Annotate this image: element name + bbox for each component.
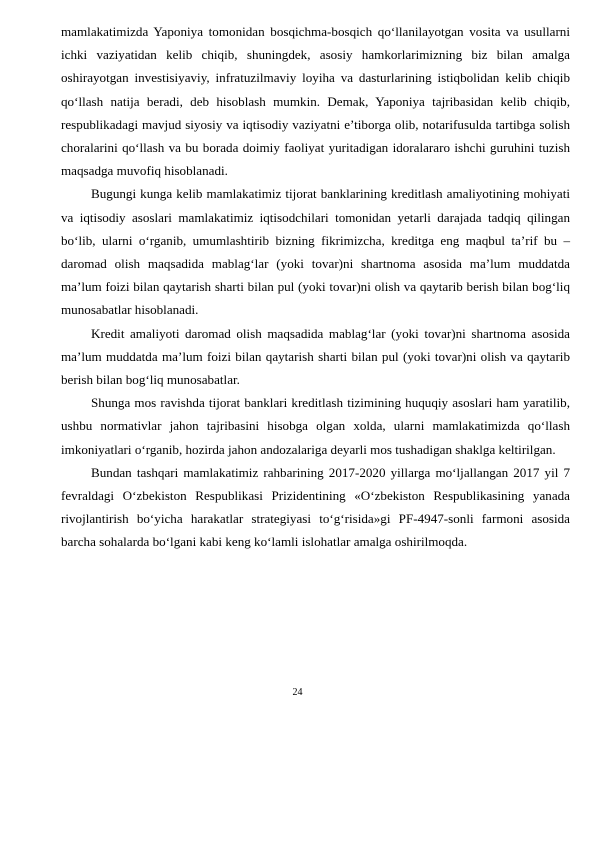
paragraph-continuation: mamlakatimizda Yaponiya tomonidan bosqichma-bosqich qo‘llanilayotgan vosita va usullarni ichki vaziyatidan kelib chiqib, shuningdek, asosiy hamkorlarimizning biz bilan amalga oshirayotgan investisiyaviy, infratuzilmaviy loyiha va dasturlarining istiqbolidan kelib chiqib qo‘llash natija beradi, deb hisoblash mumkin. Demak, Yaponiya tajribasidan kelib chiqib, respublikadagi mavjud siyosiy va iqtisodiy vaziyatni e’tiborga olib, notarifusulda tartibga solish choralarini qo‘llash va bu borada doimiy faoliyat yuritadigan idoralararo ishchi guruhini tuzish maqsadga muvofiq hisoblanadi. — [61, 24, 570, 179]
paragraph-credit-definition: Bugungi kunga kelib mamlakatimiz tijorat banklarining kreditlash amaliyotining mohiyati va iqtisodiy asoslari mamlakatimiz iqtisodchilari tomonidan yetarli darajada tadqiq qilingan bo‘lib, ularni o‘rganib, umumlashtirib bizning fikrimizcha, kreditga eng maqbul ta’rif bu – daromad olish maqsadida mablag‘lar (yoki tovar)ni shartnoma asosida ma’lum muddatda ma’lum foizi bilan qaytarish sharti bilan pul (yoki tovar)ni olish va qaytarib berish bilan bog‘liq munosabatlar hisoblanadi. — [61, 186, 570, 318]
page-number: 24 — [292, 687, 303, 698]
paragraph-credit-operation: Kredit amaliyoti daromad olish maqsadida mablag‘lar (yoki tovar)ni shartnoma asosida ma’lum muddatda ma’lum foizi bilan qaytarish sharti bilan pul (yoki tovar)ni olish va qaytarib berish bilan bog‘liq munosabatlar. — [61, 325, 570, 388]
paragraph-legal-basis: Shunga mos ravishda tijorat banklari kreditlash tizimining huquqiy asoslari ham yaratilib, ushbu normativlar jahon tajribasini hisobga olgan xolda, ularni mamlakatimizda qo‘llash imkoniyatlari o‘rganib, hozirda jahon andozalariga deyarli mos tushadigan shaklga keltirilgan. — [61, 395, 570, 457]
paragraph-presidential-decree: Bundan tashqari mamlakatimiz rahbarining 2017-2020 yillarga mo‘ljallangan 2017 yil 7 fevraldagi O‘zbekiston Respublikasi Prizidentining «O‘zbekiston Respublikasining yanada rivojlantirish bo‘yicha harakatlar strategiyasi to‘g‘risida»gi PF-4947-sonli farmoni asosida barcha sohalarda bo‘lgani kabi keng ko‘lamli islohatlar amalga oshirilmoqda. — [61, 464, 570, 550]
document-page — [61, 20, 570, 554]
